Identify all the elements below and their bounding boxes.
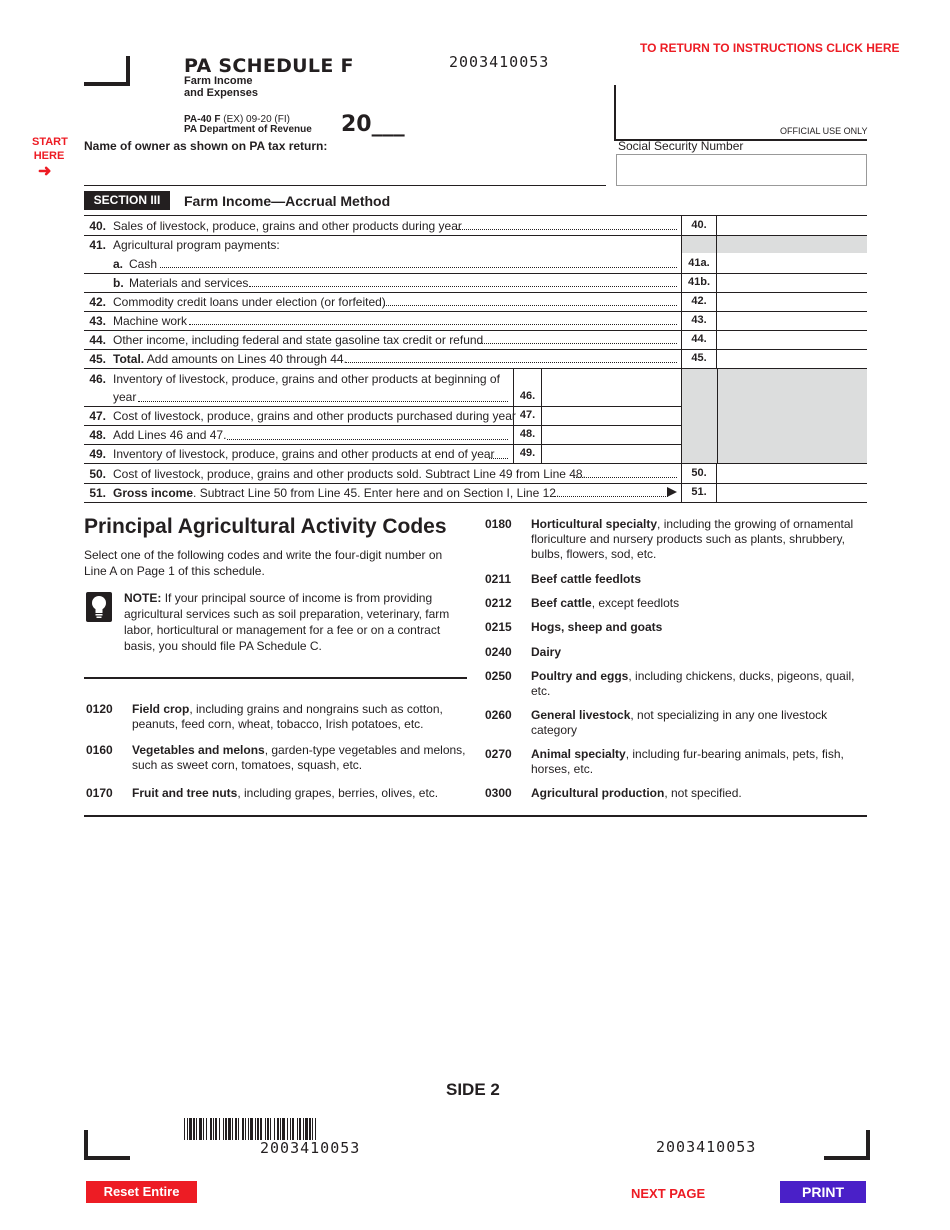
barcode-bar	[292, 1118, 294, 1140]
form-code: PA-40 F (EX) 09-20 (FI)	[184, 114, 290, 125]
activity-code-number: 0215	[485, 620, 512, 634]
dot-leader	[457, 229, 677, 230]
dot-leader	[489, 458, 508, 459]
reset-form-button[interactable]: Reset Entire Form	[86, 1181, 197, 1203]
barcode-bar	[287, 1118, 288, 1140]
barcode-bar	[265, 1118, 266, 1140]
line-description: Machine work	[113, 314, 188, 328]
barcode-bar	[309, 1118, 311, 1140]
barcode-bar	[315, 1118, 316, 1140]
barcode-bar	[184, 1118, 185, 1140]
line-41b-amount[interactable]	[719, 273, 871, 293]
barcode-bar	[242, 1118, 244, 1140]
activity-code-description: General livestock, not specializing in any one livestock category	[531, 708, 828, 737]
line-43-amount[interactable]	[719, 311, 871, 331]
barcode-bar	[250, 1118, 253, 1140]
barcode-bar	[238, 1118, 239, 1140]
barcode-bar	[255, 1118, 256, 1140]
line-label: 44.	[681, 330, 717, 349]
line-49-amount[interactable]	[543, 444, 683, 464]
barcode-bar	[248, 1118, 249, 1140]
ssn-input[interactable]	[616, 154, 867, 186]
barcode-bar	[232, 1118, 233, 1140]
ssn-label: Social Security Number	[618, 139, 744, 153]
line-41-row	[84, 235, 867, 254]
barcode-bar	[225, 1118, 227, 1140]
activity-code-number: 0300	[485, 786, 512, 800]
barcode-bar	[290, 1118, 291, 1140]
line-number: 45.	[89, 352, 106, 366]
form-subtitle: Farm Income and Expenses	[184, 75, 258, 99]
activity-code-number: 0180	[485, 517, 512, 531]
arrow-right-icon	[667, 487, 677, 497]
activity-code-description: Poultry and eggs, including chickens, ducks, pigeons, quail, etc.	[531, 669, 855, 698]
line-label: 41b.	[681, 273, 717, 292]
line-label: 50.	[681, 464, 717, 483]
barcode-bar	[277, 1118, 279, 1140]
activity-code-description: Agricultural production, not specified.	[531, 786, 742, 800]
dot-leader	[478, 343, 677, 344]
line-number: 41.	[89, 238, 106, 252]
barcode-bar	[187, 1118, 188, 1140]
line-41a-row	[84, 254, 867, 274]
barcode-bar	[199, 1118, 202, 1140]
line-description: Sales of livestock, produce, grains and other products during year	[113, 219, 462, 233]
barcode-bar	[196, 1118, 197, 1140]
dot-leader	[384, 305, 677, 306]
barcode-bar	[270, 1118, 271, 1140]
barcode-bar	[312, 1118, 313, 1140]
start-here-label: START HERE	[32, 136, 68, 162]
activity-code-description: Hogs, sheep and goats	[531, 620, 663, 634]
return-to-instructions-link[interactable]: TO RETURN TO INSTRUCTIONS CLICK HERE	[640, 41, 900, 55]
barcode-bar	[203, 1118, 204, 1140]
barcode-bar	[297, 1118, 298, 1140]
line-number: 50.	[89, 467, 106, 481]
activity-code-number: 0250	[485, 669, 512, 683]
line-51-row	[84, 483, 867, 503]
line-number: 40.	[89, 219, 106, 233]
activity-code-number: 0270	[485, 747, 512, 761]
line-description: Cash	[129, 257, 158, 271]
line-49-row	[84, 444, 682, 464]
line-42-row	[84, 292, 867, 312]
line-41a-amount[interactable]	[719, 254, 871, 274]
line-description: Inventory of livestock, produce, grains and other products at beginning of	[113, 372, 500, 386]
line-43-row	[84, 311, 867, 331]
dot-leader	[574, 477, 677, 478]
line-48-amount[interactable]	[543, 425, 683, 445]
line-number: 51.	[89, 486, 106, 500]
barcode-bar	[260, 1118, 262, 1140]
barcode-bar	[213, 1118, 214, 1140]
barcode-bar	[245, 1118, 246, 1140]
form-title: PA SCHEDULE F	[184, 55, 354, 77]
line-label: 43.	[681, 311, 717, 330]
line-label: 45.	[681, 349, 717, 368]
barcode-bar	[210, 1118, 212, 1140]
line-45-row	[84, 349, 867, 369]
line-description: Commodity credit loans under election (or forfeited)	[113, 295, 386, 309]
barcode-bar	[280, 1118, 281, 1140]
line-label: 42.	[681, 292, 717, 311]
barcode-bar	[219, 1118, 220, 1140]
line-46-amount[interactable]	[543, 387, 683, 407]
dot-leader	[138, 401, 508, 402]
start-arrow-icon: ➜	[38, 163, 52, 180]
registration-mark-bottom-right	[824, 1130, 870, 1160]
line-label: 49.	[513, 444, 542, 463]
barcode-bar	[215, 1118, 217, 1140]
line-label-empty	[681, 235, 717, 254]
barcode-bar	[274, 1118, 275, 1140]
activity-code-description: Horticultural specialty, including the growing of ornamental floriculture and nursery products such as plants, shrubbery, bulbs, flowers, sod, etc.	[531, 517, 854, 561]
registration-mark-top-left	[84, 56, 130, 86]
dot-leader	[227, 439, 508, 440]
line-number: 44.	[89, 333, 106, 347]
line-41b-row	[84, 273, 867, 293]
line-number: 43.	[89, 314, 106, 328]
line-46-box-top	[513, 368, 514, 406]
line-48-row	[84, 425, 682, 445]
line-description: Cost of livestock, produce, grains and other products sold. Subtract Line 49 from Line 48.	[113, 467, 586, 481]
line-44-row	[84, 330, 867, 350]
line-description: Inventory of livestock, produce, grains and other products at end of year	[113, 447, 495, 461]
line-number: 42.	[89, 295, 106, 309]
line-51-amount[interactable]	[719, 483, 871, 503]
barcode-bar	[299, 1118, 301, 1140]
tax-year: 20___	[341, 112, 405, 137]
dot-leader	[189, 324, 677, 325]
bottom-right-number: 2003410053	[656, 1138, 757, 1156]
note-divider	[84, 677, 467, 679]
line-50-row	[84, 464, 867, 484]
lightbulb-icon	[86, 592, 112, 622]
line-description: Total. Add amounts on Lines 40 through 44.	[113, 352, 347, 366]
line-description: Agricultural program payments:	[113, 238, 280, 252]
activity-code-description: Beef cattle feedlots	[531, 572, 642, 586]
barcode-bar	[189, 1118, 192, 1140]
line-47-amount[interactable]	[543, 406, 683, 426]
line-number: 46.	[89, 372, 106, 386]
barcode-bar	[282, 1118, 285, 1140]
column-divider-left	[681, 368, 682, 463]
activity-code-number: 0170	[86, 786, 113, 800]
line-description-cont: year	[113, 390, 137, 404]
owner-name-input[interactable]	[84, 155, 606, 186]
line-label: 46.	[513, 387, 542, 406]
activity-code-number: 0120	[86, 702, 113, 716]
side-label: SIDE 2	[446, 1080, 500, 1099]
line-description: Materials and services	[129, 276, 249, 290]
line-40-row	[84, 216, 867, 236]
barcode-bar	[305, 1118, 308, 1140]
line-description: Add Lines 46 and 47.	[113, 428, 227, 442]
dot-leader	[554, 496, 668, 497]
codes-note: NOTE: If your principal source of income is from providing agricultural services such as soil preparation, veterinary, farm labor, horticultural or management for a fee or on a contract basis, you should file PA Schedule C.	[124, 591, 450, 653]
line-label: 40.	[681, 216, 717, 235]
line-42-amount[interactable]	[719, 292, 871, 312]
department-name: PA Department of Revenue	[184, 124, 312, 135]
column-divider-right	[717, 368, 718, 463]
next-page-link[interactable]: NEXT PAGE	[631, 1186, 706, 1201]
top-barcode-number: 2003410053	[449, 53, 550, 71]
activity-code-number: 0212	[485, 596, 512, 610]
print-form-button[interactable]: PRINT FORM	[780, 1181, 866, 1203]
shaded-block-46-49	[682, 369, 867, 463]
line-number: 47.	[89, 409, 106, 423]
line-label: 51.	[681, 483, 717, 502]
line-sub-letter: b.	[113, 276, 124, 290]
line-label: 48.	[513, 425, 542, 444]
line-46-row	[84, 368, 682, 407]
barcode-bar	[223, 1118, 224, 1140]
activity-code-description: Animal specialty, including fur-bearing animals, pets, fish, horses, etc.	[531, 747, 844, 776]
barcode-bar	[303, 1118, 304, 1140]
dot-leader	[160, 267, 677, 268]
line-number: 48.	[89, 428, 106, 442]
dot-leader	[346, 362, 677, 363]
dot-leader	[249, 286, 677, 287]
barcode-bar	[193, 1118, 195, 1140]
barcode-bar	[257, 1118, 259, 1140]
owner-name-label: Name of owner as shown on PA tax return:	[84, 139, 328, 153]
codes-bottom-rule	[84, 815, 867, 817]
activity-code-description: Field crop, including grains and nongrains such as cotton, peanuts, feed corn, wheat, tobacco, Irish potatoes, etc.	[132, 702, 443, 731]
section-badge: SECTION III	[84, 191, 170, 210]
activity-code-description: Dairy	[531, 645, 562, 659]
codes-title: Principal Agricultural Activity Codes	[84, 515, 447, 538]
official-use-divider	[614, 85, 616, 140]
line-description: Cost of livestock, produce, grains and other products purchased during year	[113, 409, 516, 423]
line-description: Other income, including federal and state gasoline tax credit or refund	[113, 333, 484, 347]
codes-intro: Select one of the following codes and write the four-digit number on Line A on Page 1 of this schedule.	[84, 548, 443, 578]
line-description: Gross income. Subtract Line 50 from Line 45. Enter here and on Section I, Line 12.	[113, 486, 560, 500]
official-use-label: OFFICIAL USE ONLY	[780, 126, 868, 136]
line-47-row	[84, 406, 682, 426]
activity-code-number: 0260	[485, 708, 512, 722]
activity-code-number: 0211	[485, 572, 512, 586]
line-45-amount[interactable]	[719, 349, 871, 369]
activity-code-number: 0160	[86, 743, 113, 757]
barcode-number: 2003410053	[260, 1139, 361, 1157]
registration-mark-bottom-left	[84, 1130, 130, 1160]
barcode-bar	[228, 1118, 231, 1140]
line-label: 47.	[513, 406, 542, 425]
activity-code-description: Vegetables and melons, garden-type vegetables and melons, such as sweet corn, tomatoes, squash, etc.	[132, 743, 466, 772]
line-sub-letter: a.	[113, 257, 124, 271]
barcode-bar	[235, 1118, 237, 1140]
line-50-amount[interactable]	[719, 464, 871, 484]
line-46-box-right	[541, 368, 542, 406]
activity-code-number: 0240	[485, 645, 512, 659]
barcode-bar	[206, 1118, 207, 1140]
line-label: 41a.	[681, 254, 717, 273]
line-44-amount[interactable]	[719, 330, 871, 350]
activity-code-description: Fruit and tree nuts, including grapes, berries, olives, etc.	[132, 786, 439, 800]
line-40-amount[interactable]	[719, 216, 871, 236]
line-number: 49.	[89, 447, 106, 461]
activity-code-description: Beef cattle, except feedlots	[531, 596, 680, 610]
section-title: Farm Income—Accrual Method	[184, 193, 391, 209]
barcode-bar	[267, 1118, 269, 1140]
